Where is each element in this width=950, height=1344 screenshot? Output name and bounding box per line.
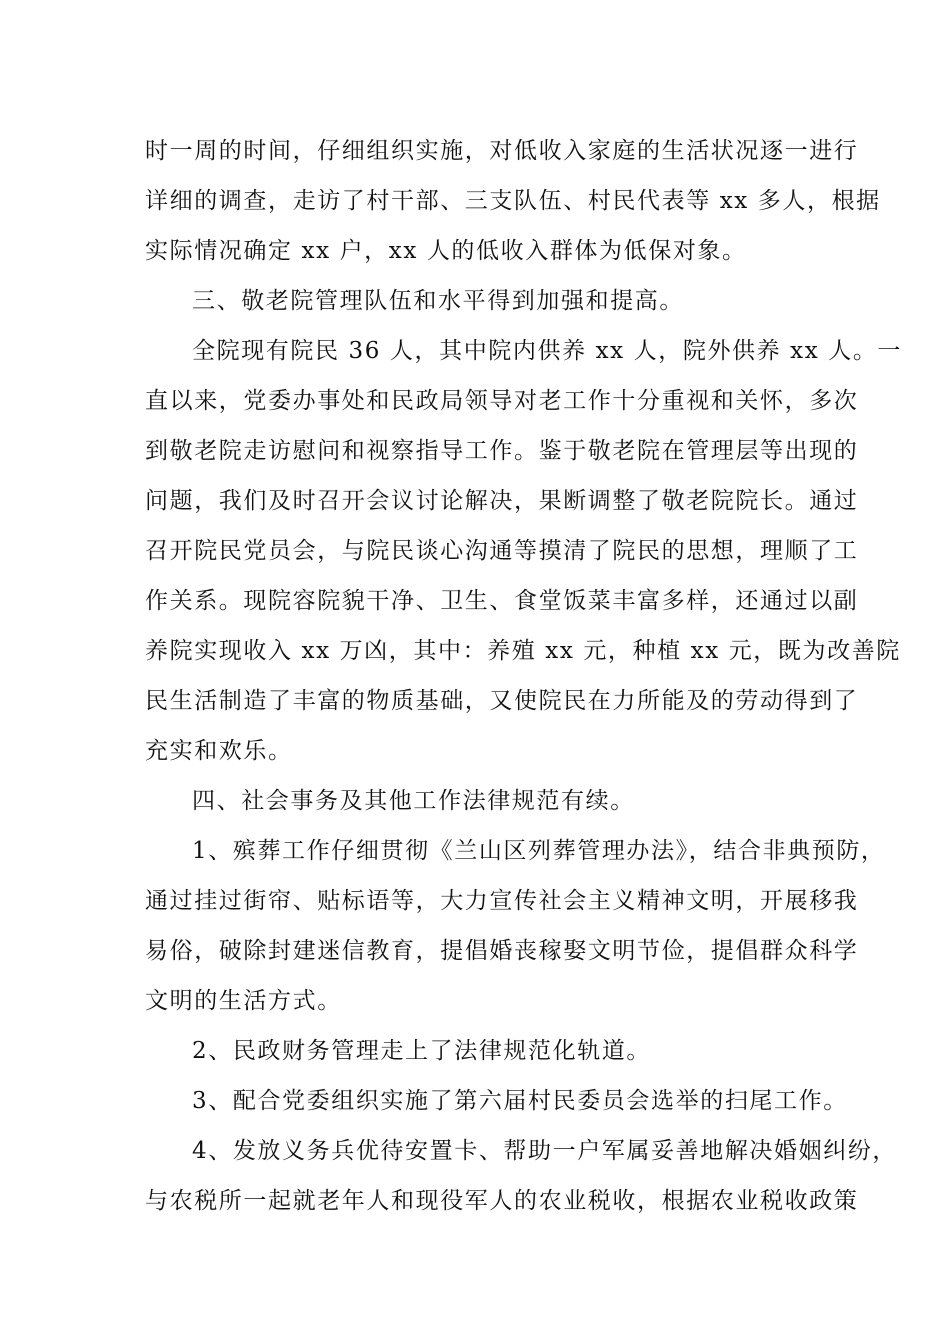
text-line: 3、配合党委组织实施了第六届村民委员会选举的扫尾工作。 (192, 1088, 848, 1114)
text-line: 问题，我们及时召开会议讨论解决，果断调整了敬老院院长。通过 (145, 488, 859, 514)
text-line: 民生活制造了丰富的物质基础，又使院民在力所能及的劳动得到了 (145, 688, 859, 714)
text-line: 4、发放义务兵优待安置卡、帮助一户军属妥善地解决婚姻纠纷， (192, 1138, 898, 1164)
text-line: 详细的调查，走访了村干部、三支队伍、村民代表等 xx 多人，根据 (145, 188, 881, 214)
section-heading: 四、社会事务及其他工作法律规范有续。 (192, 788, 635, 814)
text-line: 全院现有院民 36 人，其中院内供养 xx 人，院外供养 xx 人。一 (192, 338, 903, 364)
text-line: 实际情况确定 xx 户，xx 人的低收入群体为低保对象。 (145, 238, 747, 264)
text-line: 召开院民党员会，与院民谈心沟通等摸清了院民的思想，理顺了工 (145, 538, 859, 564)
text-line: 作关系。现院容院貌干净、卫生、食堂饭菜丰富多样，还通过以副 (145, 588, 859, 614)
text-line: 养院实现收入 xx 万凶，其中：养殖 xx 元，种植 xx 元，既为改善院 (145, 638, 901, 664)
text-line: 1、殡葬工作仔细贯彻《兰山区列葬管理办法》，结合非典预防， (192, 838, 886, 864)
text-line: 到敬老院走访慰问和视察指导工作。鉴于敬老院在管理层等出现的 (145, 438, 859, 464)
text-line: 时一周的时间，仔细组织实施，对低收入家庭的生活状况逐一进行 (145, 138, 859, 164)
text-line: 易俗，破除封建迷信教育，提倡婚丧稼娶文明节俭，提倡群众科学 (145, 938, 859, 964)
text-line: 与农税所一起就老年人和现役军人的农业税收，根据农业税收政策 (145, 1188, 859, 1214)
text-line: 直以来，党委办事处和民政局领导对老工作十分重视和关怀，多次 (145, 388, 859, 414)
section-heading: 三、敬老院管理队伍和水平得到加强和提高。 (192, 288, 684, 314)
text-line: 2、民政财务管理走上了法律规范化轨道。 (192, 1038, 652, 1064)
text-line: 充实和欢乐。 (145, 738, 293, 764)
text-line: 通过挂过街帘、贴标语等，大力宣传社会主义精神文明，开展移我 (145, 888, 859, 914)
text-line: 文明的生活方式。 (145, 988, 342, 1014)
